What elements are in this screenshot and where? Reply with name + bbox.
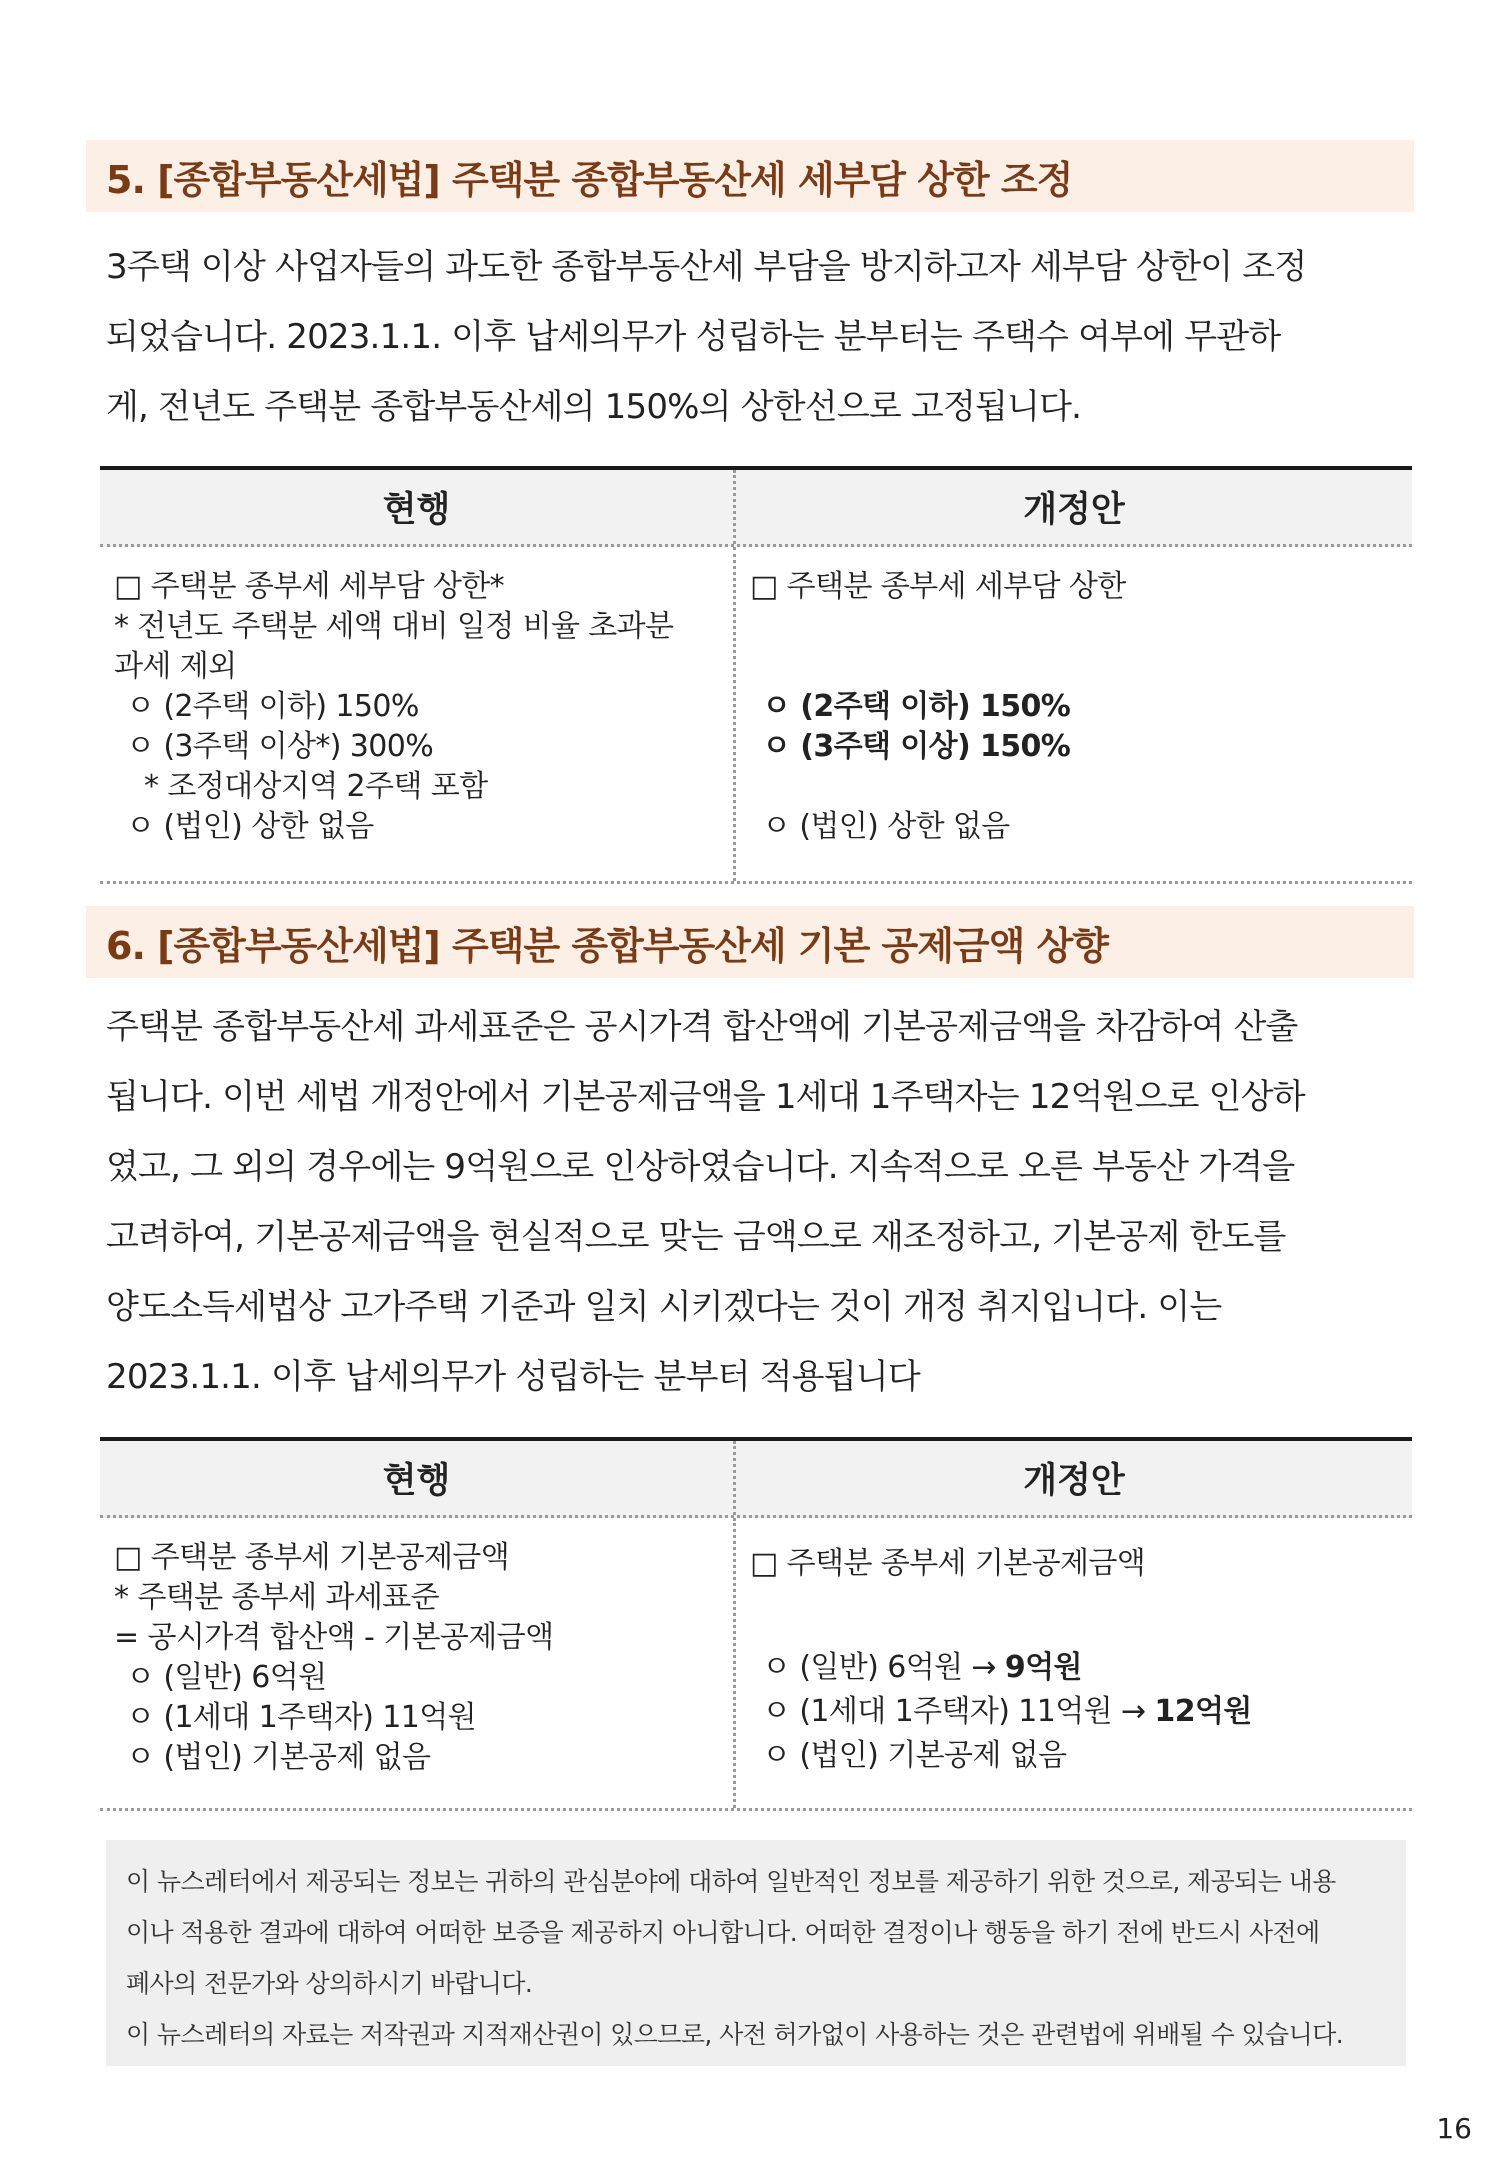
table-body-row [100, 1518, 1412, 1808]
cell-line [750, 1646, 1412, 1690]
cell-line: * 전년도 주택분 세액 대비 일정 비율 초과분 [114, 609, 674, 644]
cell-line: ㅇ (2주택 이하) 150% [126, 689, 419, 724]
paragraph-line: 됩니다. 이번 세법 개정안에서 기본공제금액을 1세대 1주택자는 12억원으로 인상하 [106, 1077, 1305, 1117]
revised-cell [736, 547, 1412, 881]
header-revised: 개정안 [1023, 490, 1125, 530]
current-cell [100, 1518, 736, 1808]
cell-line: * 주택분 종부세 과세표준 [114, 1580, 440, 1615]
paragraph-line: 되었습니다. 2023.1.1. 이후 납세의무가 성립하는 분부터는 주택수 여부에 무관하 [106, 317, 1281, 357]
general-after: 9억원 [1004, 1650, 1082, 1685]
cell-spacer [750, 1584, 1412, 1646]
cell-line: □ 주택분 종부세 세부담 상한 [750, 569, 1126, 604]
section-6-paragraph [106, 992, 1406, 1412]
cell-line: = 공시가격 합산액 - 기본공제금액 [114, 1620, 554, 1655]
single-before: ㅇ (1세대 1주택자) 11억원 → [762, 1694, 1146, 1729]
paragraph-line: 였고, 그 외의 경우에는 9억원으로 인상하였습니다. 지속적으로 오른 부동산 가격을 [106, 1147, 1295, 1187]
cell-line: ㅇ (3주택 이상*) 300% [126, 729, 434, 764]
header-current: 현행 [100, 470, 736, 544]
section-5-paragraph [106, 232, 1406, 442]
revised-cell [736, 1518, 1412, 1808]
table-header-row [100, 1441, 1412, 1518]
section-5-title: 5. [종합부동산세법] 주택분 종합부동산세 세부담 상한 조정 [106, 157, 1073, 202]
cell-line [750, 1690, 1412, 1734]
disclaimer-box [106, 1840, 1406, 2066]
disclaimer-line: 폐사의 전문가와 상의하시기 바랍니다. [126, 1969, 533, 1998]
cell-line: □ 주택분 종부세 세부담 상한* [114, 569, 505, 604]
cell-line: □ 주택분 종부세 기본공제금액 [114, 1540, 510, 1575]
disclaimer-line: 이 뉴스레터에서 제공되는 정보는 귀하의 관심분야에 대하여 일반적인 정보를 제공하기 위한 것으로, 제공되는 내용 [126, 1867, 1336, 1896]
table-header-row [100, 470, 1412, 547]
paragraph-line: 고려하여, 기본공제금액을 현실적으로 맞는 금액으로 재조정하고, 기본공제 한도를 [106, 1217, 1286, 1257]
header-current: 현행 [100, 1441, 736, 1515]
disclaimer-line: 이 뉴스레터의 자료는 저작권과 지적재산권이 있으므로, 사전 허가없이 사용하는 것은 관련법에 위배될 수 있습니다. [126, 2020, 1344, 2049]
single-after: 12억원 [1154, 1694, 1252, 1729]
cell-line: ㅇ (1세대 1주택자) 11억원 [126, 1700, 477, 1735]
section-6-heading [86, 906, 1414, 978]
table-body-row [100, 547, 1412, 881]
cell-line: ㅇ (법인) 상한 없음 [126, 809, 374, 844]
cell-line: ㅇ (일반) 6억원 [126, 1660, 327, 1695]
cell-line: * 조정대상지역 2주택 포함 [144, 769, 488, 804]
general-before: ㅇ (일반) 6억원 → [762, 1650, 996, 1685]
cell-line: ㅇ (2주택 이하) 150% [762, 689, 1071, 724]
cell-line: ㅇ (법인) 상한 없음 [762, 809, 1010, 844]
disclaimer-line: 이나 적용한 결과에 대하여 어떠한 보증을 제공하지 아니합니다. 어떠한 결정이나 행동을 하기 전에 반드시 사전에 [126, 1918, 1320, 1947]
section-5-comparison-table [100, 466, 1412, 884]
header-revised: 개정안 [1023, 1461, 1125, 1501]
cell-line: ㅇ (법인) 기본공제 없음 [126, 1740, 431, 1775]
cell-line: 과세 제외 [114, 649, 237, 684]
section-5-heading [86, 140, 1414, 212]
paragraph-line: 주택분 종합부동산세 과세표준은 공시가격 합산액에 기본공제금액을 차감하여 산출 [106, 1007, 1298, 1047]
cell-line [750, 767, 1412, 807]
section-6-title: 6. [종합부동산세법] 주택분 종합부동산세 기본 공제금액 상향 [106, 923, 1108, 968]
page-number: 16 [1436, 2112, 1472, 2145]
section-6-comparison-table [100, 1437, 1412, 1811]
cell-line: ㅇ (3주택 이상) 150% [762, 729, 1071, 764]
cell-line [750, 607, 1412, 647]
cell-line: ㅇ (법인) 기본공제 없음 [762, 1738, 1067, 1773]
paragraph-line: 2023.1.1. 이후 납세의무가 성립하는 분부터 적용됩니다 [106, 1357, 920, 1397]
paragraph-line: 양도소득세법상 고가주택 기준과 일치 시키겠다는 것이 개정 취지입니다. 이는 [106, 1287, 1222, 1327]
paragraph-line: 3주택 이상 사업자들의 과도한 종합부동산세 부담을 방지하고자 세부담 상한이 조정 [106, 247, 1307, 287]
cell-line [750, 647, 1412, 687]
current-cell [100, 547, 736, 881]
paragraph-line: 게, 전년도 주택분 종합부동산세의 150%의 상한선으로 고정됩니다. [106, 387, 1082, 427]
cell-line: □ 주택분 종부세 기본공제금액 [750, 1546, 1146, 1581]
